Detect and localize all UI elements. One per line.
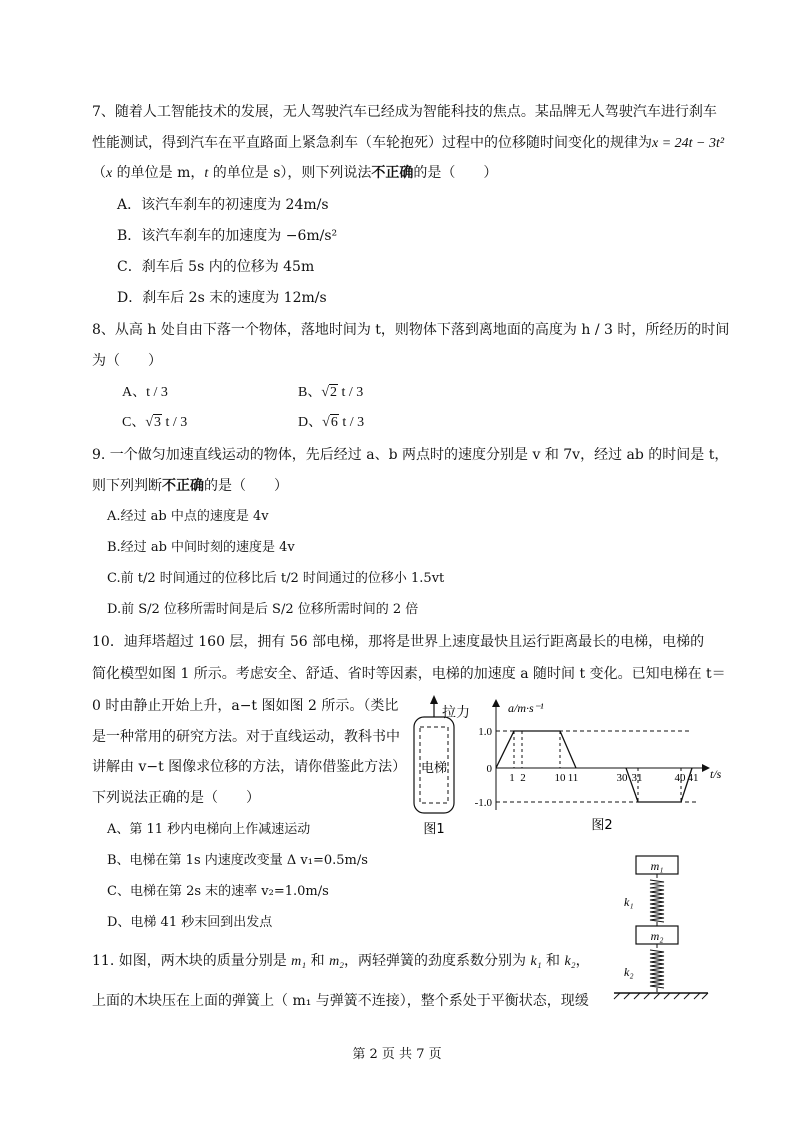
q11-line1 <box>92 952 590 971</box>
q10-option-b: B、电梯在第 1s 内速度改变量 Δ v₁=0.5m/s <box>107 853 368 868</box>
x-tick-label: 1 <box>509 772 515 784</box>
y-tick-label: 1.0 <box>478 726 492 738</box>
figure2-a-t-graph <box>474 698 736 834</box>
q10-line1: 10．迪拜塔超过 160 层，拥有 56 部电梯，那将是世界上速度最快且运行距离最长的电梯，电梯的 <box>92 634 705 650</box>
q10-option-c: C、电梯在第 2s 末的速率 v₂=1.0m/s <box>107 884 329 899</box>
q9-line2 <box>92 477 288 495</box>
q11-line2: 上面的木块压在上面的弹簧上（ m₁ 与弹簧不连接），整个系处于平衡状态，现缓 <box>92 993 589 1009</box>
ground-hatch-icon <box>614 993 708 999</box>
q8-option-b <box>298 384 363 402</box>
q7-option-d: D．刹车后 2s 末的速度为 12m/s <box>117 290 327 306</box>
q7-line2-text: 性能测试，得到汽车在平直路面上紧急刹车（车轮抱死）过程中的位移随时间变化的规律为 <box>92 135 652 151</box>
y-axis-label: a/m·s⁻¹ <box>508 701 544 715</box>
x-tick-label: 2 <box>520 772 526 784</box>
q9-option-c: C.前 t/2 时间通过的位移比后 t/2 时间通过的位移小 1.5vt <box>107 571 445 586</box>
q11-m1: m₁ <box>291 954 307 969</box>
x-tick-label: 11 <box>567 772 579 784</box>
spring-k1-icon <box>650 874 664 926</box>
y-tick-label: -1.0 <box>474 797 492 809</box>
q8-option-d <box>298 414 364 432</box>
q10-line4: 是一种常用的研究方法。对于直线运动，教科书中 <box>92 729 400 745</box>
figure-spring-blocks <box>610 850 714 1000</box>
page-footer: 第 2 页 共 7 页 <box>352 1047 442 1062</box>
x-tick-label: 41 <box>687 772 699 784</box>
x-tick-label: 31 <box>631 772 643 784</box>
q7-line3 <box>92 164 497 183</box>
force-arrow-head-icon <box>430 695 438 704</box>
x-tick-label: 10 <box>554 772 566 784</box>
figure2-caption: 图2 <box>591 818 613 833</box>
q7-option-b: B．该汽车刹车的加速度为 −6m/s² <box>117 228 338 244</box>
elevator-label: 电梯 <box>420 761 448 776</box>
q8-option-d-label: D、 <box>298 415 323 430</box>
q9-bold-word: 不正确 <box>162 478 204 494</box>
q9-option-a: A.经过 ab 中点的速度是 4v <box>107 509 269 524</box>
q10-option-a: A、第 11 秒内电梯向上作减速运动 <box>107 822 311 837</box>
q7-line1: 7、随着人工智能技术的发展，无人驾驶汽车已经成为智能科技的焦点。某品牌无人驾驶汽车进行刹车 <box>92 104 717 120</box>
q7-option-c: C．刹车后 5s 内的位移为 45m <box>117 259 315 275</box>
q11-and: 和 <box>306 953 330 969</box>
q11-k2: k₂ <box>564 954 576 969</box>
q7-option-a: A．该汽车刹车的初速度为 24m/s <box>117 197 329 213</box>
q7-line3-mid1: 的单位是 m， <box>112 165 205 181</box>
block-m1-label: m₁ <box>650 859 664 873</box>
spring-k2-label: k₂ <box>624 965 634 979</box>
q11-line1-post: ， <box>575 953 590 969</box>
q7-formula: x = 24t − 3t² <box>652 136 725 151</box>
q9-line2-post: 的是（ ） <box>204 478 288 494</box>
q10-line6: 下列说法正确的是（ ） <box>92 790 260 806</box>
q8-option-b-post: t / 3 <box>338 385 364 400</box>
force-label: 拉力 <box>442 705 470 721</box>
q7-line2 <box>92 134 724 153</box>
q8-option-b-radicand: 2 <box>330 385 338 400</box>
block-m2-label: m₂ <box>650 929 664 943</box>
y-tick-label: 0 <box>486 763 492 775</box>
q8-option-b-label: B、 <box>298 385 322 400</box>
q8-line1: 8、从高 h 处自由下落一个物体，落地时间为 t，则物体下落到离地面的高度为 h / 3 时，所经历的时间 <box>92 322 730 338</box>
q8-option-c-post: t / 3 <box>162 415 188 430</box>
q7-var-x: x <box>106 166 113 181</box>
q10-line2: 简化模型如图 1 所示。考虑安全、舒适、省时等因素，电梯的加速度 a 随时间 t 变化。已知电梯在 t＝ <box>92 666 726 682</box>
q9-option-b: B.经过 ab 中间时刻的速度是 4v <box>107 540 295 555</box>
y-axis-arrow-icon <box>492 699 500 707</box>
spring-k2-icon <box>650 944 664 992</box>
q11-line1-pre: 11. 如图，两木块的质量分别是 <box>92 953 292 969</box>
q10-line3: 0 时由静止开始上升，a−t 图如图 2 所示。（类比 <box>92 698 399 714</box>
q7-line3-pre: （ <box>92 165 106 181</box>
q9-line1: 9. 一个做匀加速直线运动的物体，先后经过 a、b 两点时的速度分别是 v 和 7v，经过 ab 的时间是 t， <box>92 447 729 463</box>
q7-var-t: t <box>204 166 209 181</box>
q8-option-d-radicand: 6 <box>330 415 338 430</box>
q8-option-a: A、t / 3 <box>122 385 168 400</box>
sqrt-icon: √3 <box>145 415 162 430</box>
q11-m2: m₂ <box>329 954 345 969</box>
figure1-caption: 图1 <box>423 822 445 837</box>
q10-line5: 讲解由 v−t 图像求位移的方法，请你借鉴此方法） <box>92 759 407 775</box>
x-axis-arrow-icon <box>702 764 710 772</box>
q10-option-d: D、电梯 41 秒末回到出发点 <box>107 915 273 930</box>
x-tick-label: 30 <box>616 772 628 784</box>
q8-option-c-label: C、 <box>122 415 146 430</box>
q7-line3-mid2: 的单位是 s），则下列说法 <box>208 165 372 181</box>
sqrt-icon: √2 <box>321 385 338 400</box>
spring-k1-label: k₁ <box>624 895 634 909</box>
x-tick-label: 40 <box>674 772 686 784</box>
q8-line2: 为（ ） <box>92 353 162 369</box>
x-axis-label: t/s <box>710 767 722 781</box>
q11-and: 和 <box>541 953 565 969</box>
q8-option-c-radicand: 3 <box>154 415 162 430</box>
q9-option-d: D.前 S/2 位移所需时间是后 S/2 位移所需时间的 2 倍 <box>107 602 419 617</box>
q8-option-c <box>122 414 187 432</box>
q11-line1-mid: ，两轻弹簧的劲度系数分别为 <box>344 953 531 969</box>
q7-bold-word: 不正确 <box>371 165 414 181</box>
q8-option-d-post: t / 3 <box>338 415 365 430</box>
q7-line3-post: 的是（ ） <box>413 165 498 181</box>
sqrt-icon: √6 <box>322 415 338 430</box>
q9-line2-pre: 则下列判断 <box>92 478 162 494</box>
q11-k1: k₁ <box>530 954 542 969</box>
accel-trace-up <box>496 731 576 768</box>
